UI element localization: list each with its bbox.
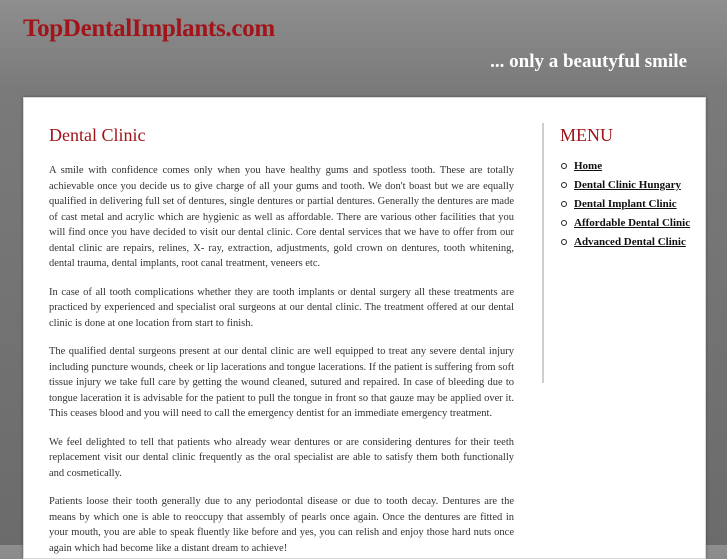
main-content [49, 125, 514, 559]
menu-item-affordable-dental-clinic [560, 216, 700, 230]
sidebar-menu [560, 125, 700, 254]
circle-bullet-icon [561, 220, 567, 226]
menu-item-advanced-dental-clinic [560, 235, 700, 249]
menu-link-home[interactable]: Home [574, 160, 603, 172]
menu-link-advanced-dental-clinic[interactable]: Advanced Dental Clinic [574, 236, 686, 248]
page-title: Dental Clinic [49, 125, 146, 145]
menu-link-affordable-dental-clinic[interactable]: Affordable Dental Clinic [574, 217, 691, 229]
menu-link-dental-implant-clinic[interactable]: Dental Implant Clinic [574, 198, 677, 210]
sidebar-divider [542, 123, 544, 383]
circle-bullet-icon [561, 182, 567, 188]
menu-link-dental-clinic-hungary[interactable]: Dental Clinic Hungary [574, 179, 681, 191]
paragraph-1: A smile with confidence comes only when you have healthy gums and spotless tooth. These are totally achievable once you decide us to give charge of all your gums and tooth. We don't boast but we are equally qualified in delivering full set of dentures, single dentures or partial dentures. Generally the dentures are made of cast metal and acrylic which are hygienic as well as affordable. There are various other facilities that you will find once you have decided to visit our dental clinic. Core dental services that we have to offer from our dental clinic are repairs, relines, X- ray, extraction, adjustments, gold crown on dentures, tooth whitening, dental trauma, dental implants, root canal treatment, veneers etc. [49, 165, 514, 269]
paragraph-5: Patients loose their tooth generally due to any periodontal disease or due to tooth decay. Dentures are the means by which one is able to reoccupy that assembly of pearls once again. Once the dentures are fitted in your mouth, you are able to speak fluently like before and yes, you can relish and enjoy those hard nuts once again which had become like a distant dream to achieve! [49, 496, 514, 554]
content-box [23, 97, 706, 559]
paragraph-4: We feel delighted to tell that patients who already wear dentures or are considering dentures for their teeth replacement visit our dental clinic frequently as the oral specialist are able to satisfy them both functionally and cosmetically. [49, 436, 514, 479]
menu-item-home [560, 159, 700, 173]
paragraph-3: The qualified dental surgeons present at our dental clinic are well equipped to treat any severe dental injury including puncture wounds, cheek or lip lacerations and tongue lacerations. If the patient is suffering from soft tissue injury we take full care by getting the wound cleaned, sutured and repaired. In case of bleeding due to tongue laceration it is advisable for the patient to pull the tongue in front so that gauze may be applied over it. This ceases blood and you will need to call the emergency dentist for an immediate emergency treatment. [49, 346, 514, 419]
circle-bullet-icon [561, 163, 567, 169]
menu-list [560, 159, 700, 249]
paragraph-2: In case of all tooth complications whether they are tooth implants or dental surgery all these treatments are practiced by experienced and specialist oral surgeons at our dental clinic. The treatment offered at our dental clinic is done at one location from start to finish. [49, 286, 514, 329]
circle-bullet-icon [561, 201, 567, 207]
circle-bullet-icon [561, 239, 567, 245]
menu-item-dental-clinic-hungary [560, 178, 700, 192]
site-title-link[interactable]: TopDentalImplants.com [23, 15, 275, 42]
menu-item-dental-implant-clinic [560, 197, 700, 211]
tagline: ... only a beautyful smile [490, 51, 687, 72]
menu-heading: MENU [560, 125, 613, 145]
